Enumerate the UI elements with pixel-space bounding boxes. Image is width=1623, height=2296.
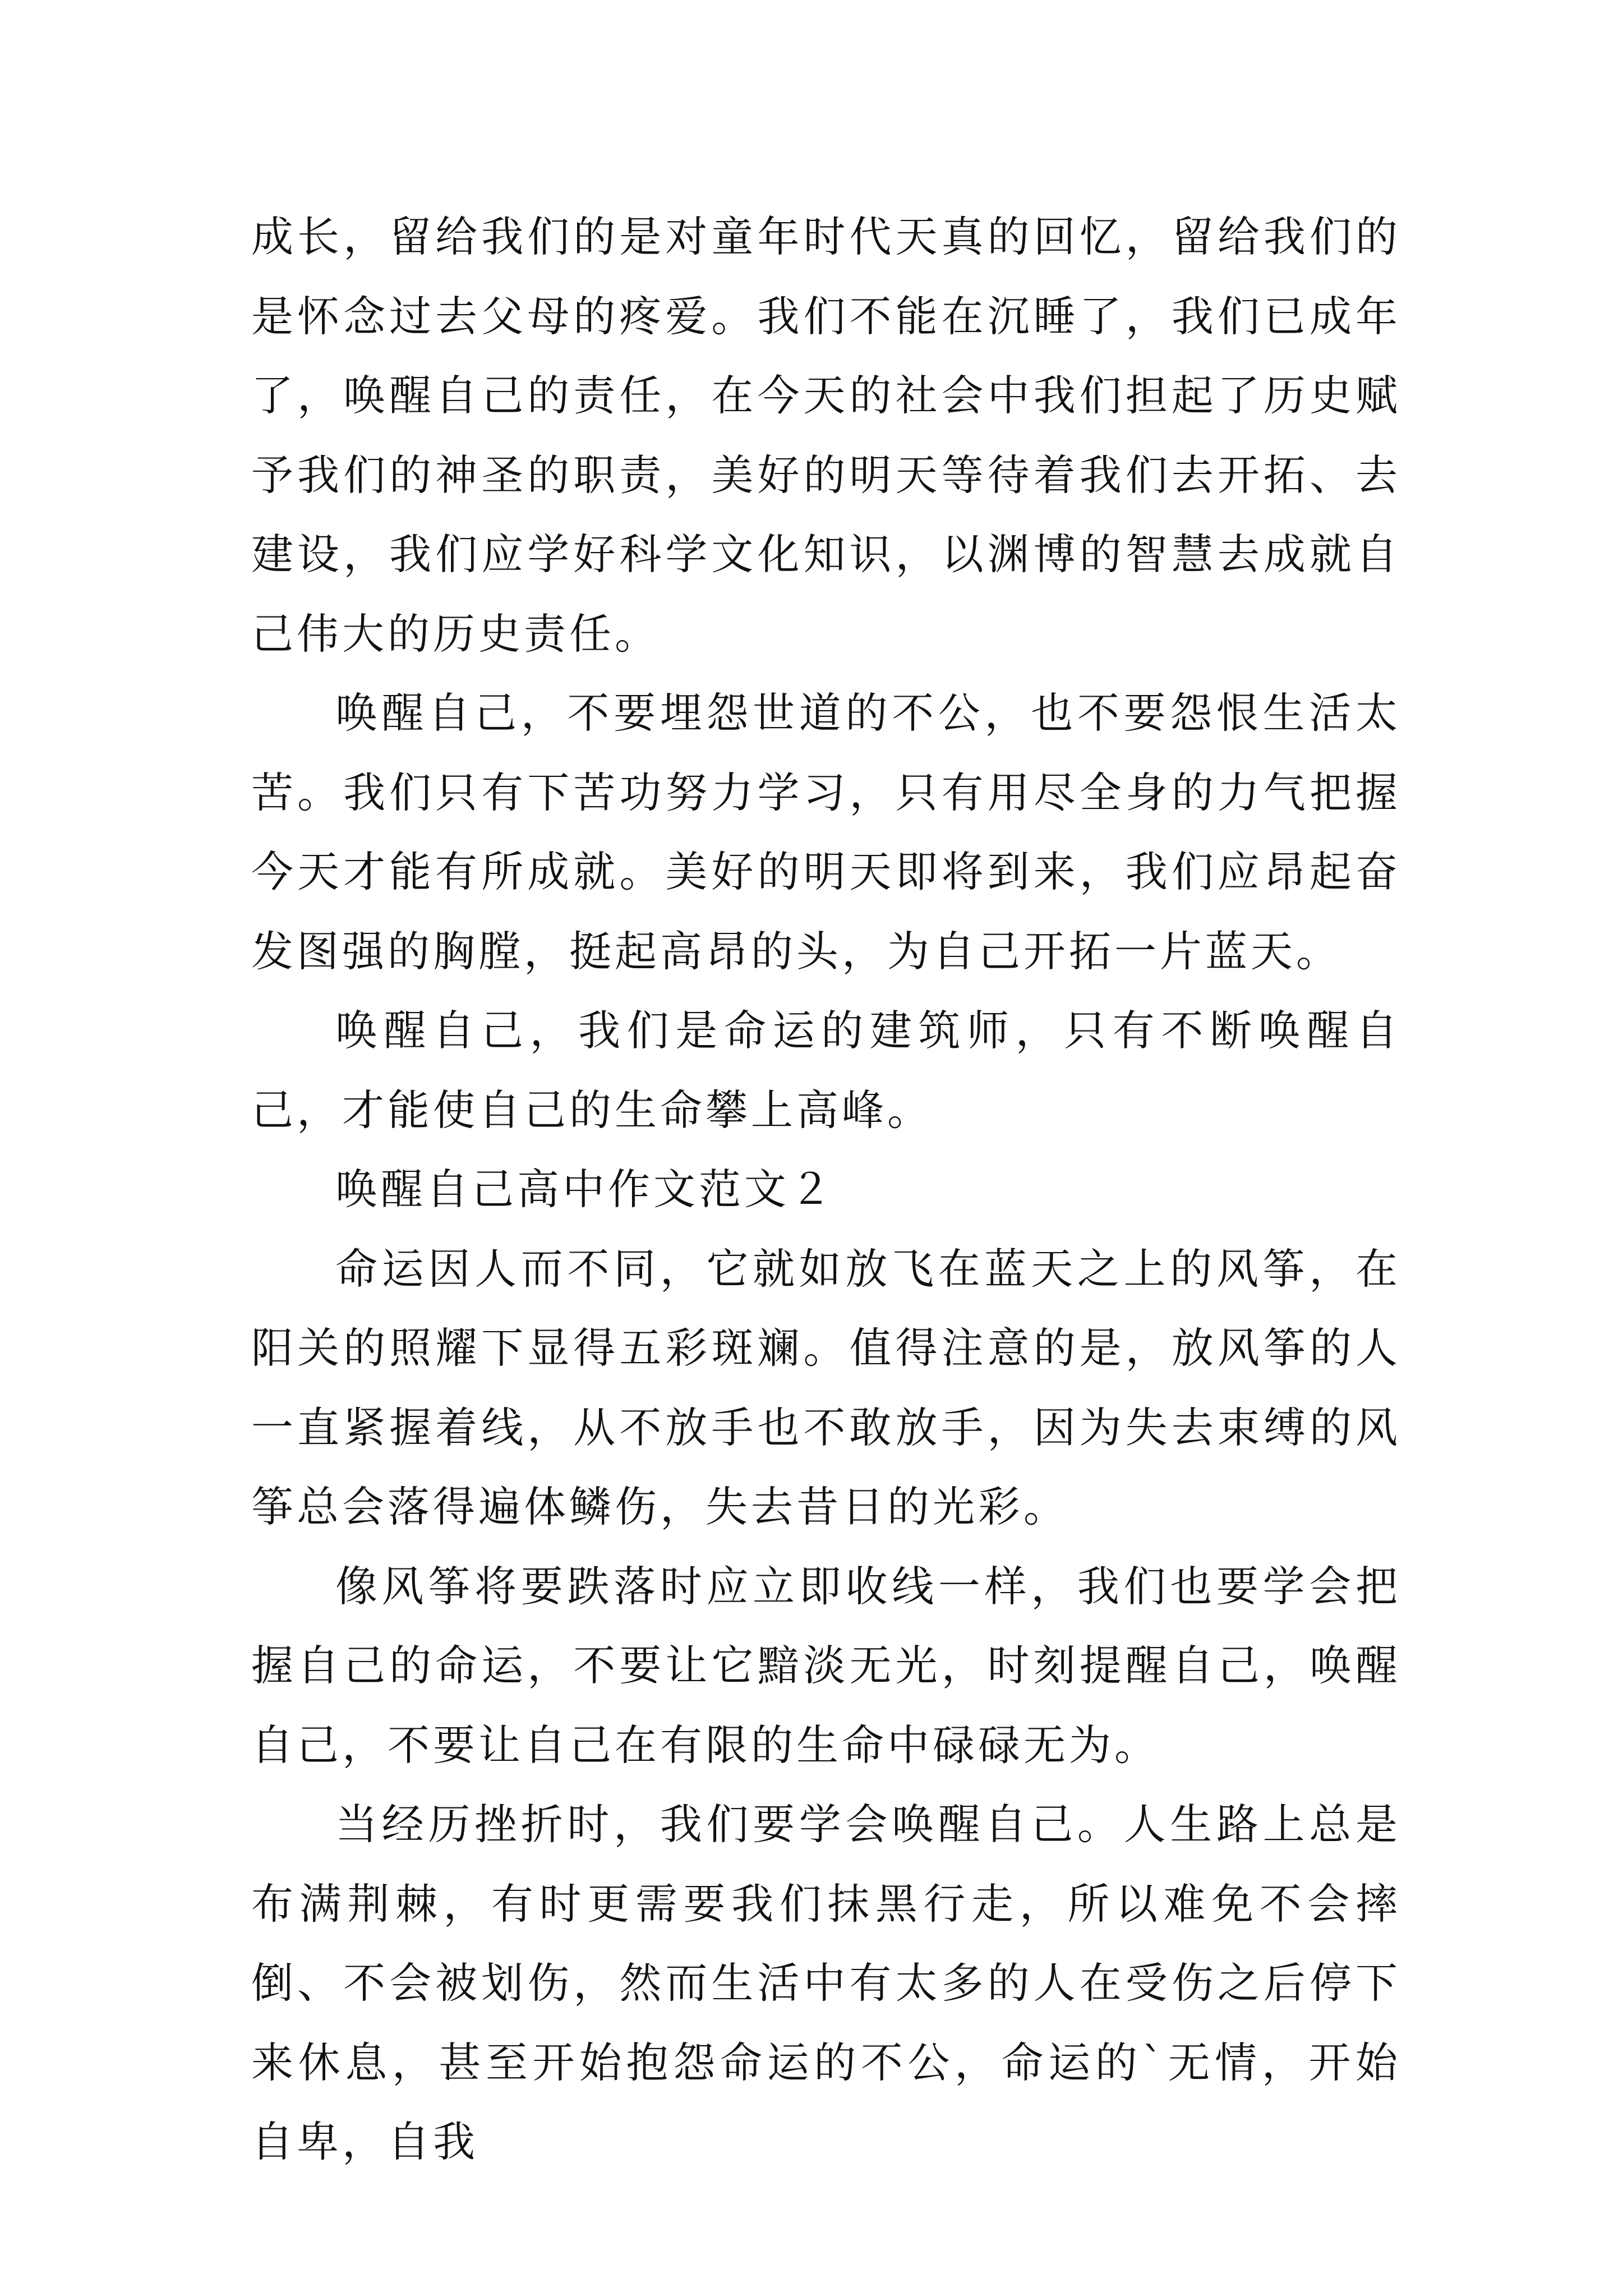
paragraph-5: 像风筝将要跌落时应立即收线一样，我们也要学会把握自己的命运，不要让它黯淡无光，时刻提醒自己，唤醒自己，不要让自己在有限的生命中碌碌无为。	[251, 1561, 1401, 1770]
paragraph-3: 唤醒自己，我们是命运的建筑师，只有不断唤醒自己，才能使自己的生命攀上高峰。	[251, 1006, 1401, 1135]
paragraph-4: 命运因人而不同，它就如放飞在蓝天之上的风筝，在阳关的照耀下显得五彩斑斓。值得注意的是，放风筝的人一直紧握着线，从不放手也不敢放手，因为失去束缚的风筝总会落得遍体鳞伤，失去昔日的光彩。	[251, 1244, 1401, 1531]
paragraph-2: 唤醒自己，不要埋怨世道的不公，也不要怨恨生活太苦。我们只有下苦功努力学习，只有用尽全身的力气把握今天才能有所成就。美好的明天即将到来，我们应昂起奋发图强的胸膛，挺起高昂的头，为自己开拓一片蓝天。	[251, 688, 1401, 976]
section-heading: 唤醒自己高中作文范文２	[335, 1165, 836, 1214]
paragraph-1: 成长，留给我们的是对童年时代天真的回忆，留给我们的是怀念过去父母的疼爱。我们不能在沉睡了，我们已成年了，唤醒自己的责任，在今天的社会中我们担起了历史赋予我们的神圣的职责，美好的明天等待着我们去开拓、去建设，我们应学好科学文化知识，以渊博的智慧去成就自己伟大的历史责任。	[251, 212, 1401, 659]
paragraph-6: 当经历挫折时，我们要学会唤醒自己。人生路上总是布满荆棘，有时更需要我们抹黑行走，所以难免不会摔倒、不会被划伤，然而生活中有太多的人在受伤之后停下来休息，甚至开始抱怨命运的不公，命运的`无情，开始自卑，自我	[251, 1800, 1401, 2166]
body-text	[251, 197, 1401, 2182]
